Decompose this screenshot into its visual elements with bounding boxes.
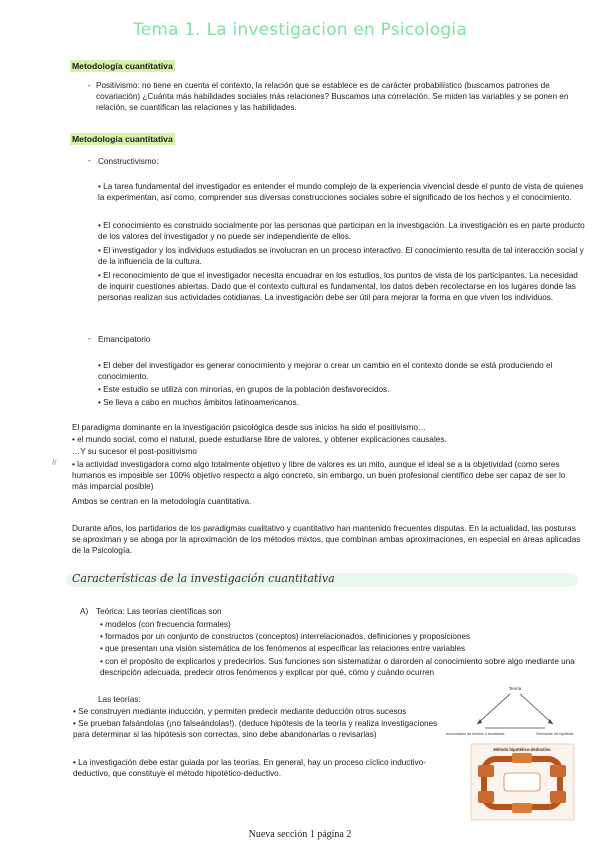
- dash-marker: -: [88, 334, 91, 343]
- positivismo-text: Positivismo: no tiene en cuenta el contexto, la relación que se establece es de carácter probabilístico (buscamos patrones de covariación) ¿Cuánta más habilidades sociales más relaciones? Buscamos una correlación. Se miden las variables y se ponen en relación, se cuantifican las relaciones y las habilidades.: [96, 81, 569, 113]
- teorias-point: • Se construyen mediante inducción, y permiten predecir mediante deducción otros sucesos: [73, 707, 407, 716]
- theory-point: • formados por un conjunto de constructos (conceptos) interrelacionados, definiciones y proposiciones: [100, 632, 471, 641]
- disputes-paragraph: Durante años, los partidarios de los paradigmas cualitativo y cuantitativo han mantenido frecuentes disputas. En la actualidad, las posturas se aproximan y se aboga por la aproximación de los métodos mixtos, que combinan ambas aproximaciones, en especial en áreas aplicadas de la Psicología.: [72, 524, 581, 556]
- item-a-marker: A): [80, 607, 89, 616]
- constructivismo-point: • La tarea fundamental del investigador es entender el mundo complejo de la experiencia vivencial desde el punto de vista de quienes la experimentan, así como, comprender sus diversas construcciones sociales sobre el significado de los hechos y el conocimiento.: [98, 182, 584, 203]
- teorias-point: • La investigación debe estar guiada por las teorías. En general, hay un proceso cíclico inductivo-deductivo, que constituye el método hipotético-deductivo.: [73, 758, 426, 779]
- paradigm-line: …Y su sucesor el post-positivismo: [72, 447, 197, 456]
- page-title: Tema 1. La investigacion en Psicologia: [133, 20, 467, 40]
- cycle-box: [512, 753, 532, 763]
- triangle-left-label: Acumulación de hechos o resultados: [445, 732, 505, 736]
- cycle-box: [550, 791, 566, 803]
- triangle-top-label: Teoría: [508, 686, 522, 691]
- triangle-right-label: Derivación de hipótesis: [536, 732, 574, 736]
- emancipatorio-label: Emancipatorio: [98, 335, 151, 344]
- section2-heading: Metodología cuantitativa: [72, 134, 173, 144]
- emancipatorio-point: • Se lleva a cabo en muchos ámbitos latinoamericanos.: [98, 398, 299, 407]
- theory-point: • que presentan una visión sistemática de los fenómenos al especificar las relaciones entre variables: [100, 644, 466, 653]
- teorias-point: • Se prueban falsándolas (¡no falseándolas!). (deduce hipótesis de la teoría y realiza investigaciones para determinar si las hipótesis son correctas, sino debe abandonarlas o revisarlas): [73, 719, 438, 740]
- teorias-label: Las teorías:: [98, 695, 141, 704]
- emancipatorio-point: • El deber del investigador es generar conocimiento y mejorar o crear un cambio en el contexto donde se está produciendo el conocimiento.: [98, 361, 553, 382]
- section3-heading: Características de la investigación cuantitativa: [72, 572, 335, 585]
- section1-heading: Metodología cuantitativa: [72, 61, 173, 71]
- margin-note: Ir: [52, 458, 57, 467]
- constructivismo-point: • El conocimiento es construido socialmente por las personas que participan en la investigación. La investigación es en parte producto de los valores del investigador y no puede ser independiente de ellos.: [98, 221, 585, 242]
- paradigm-line: El paradigma dominante en la investigación psicológica desde sus inicios ha sido el positivismo…: [72, 423, 427, 432]
- theory-point: • con el propósito de explicarlos y predecirlos. Sus funciones son sistematizar o darorden al conocimiento sobre algo mediante una descripción adecuada, predecir otros fenómenos y explicar por qué, cómo y cuándo ocurren: [100, 657, 575, 678]
- cycle-box: [512, 803, 532, 813]
- constructivismo-point: • El reconocimiento de que el investigador necesita encuadrar en los estudios, los puntos de vista de los participantes. La necesidad de inquirir cuestiones abiertas. Dado que el contexto cultural es fundamental, los datos deben recolectarse en los lugares donde las personas realizan sus actividades cotidianas. La investigación debe ser útil para mejorar la forma en que viven los individuos.: [98, 271, 578, 303]
- theory-triangle-diagram: [445, 682, 575, 742]
- paradigm-line: • la actividad investigadora como algo totalmente objetivo y libre de valores es un mito, aunque el ideal se a la objetividad (como seres humanos es imposible ser 100% objetivo respecto a algo concreto, sin embargo, un buen profesional científico debe ser capaz de ser lo más imparcial posible): [72, 460, 566, 492]
- constructivismo-point: • El investigador y los individuos estudiados se involucran en un proceso interactivo. El conocimiento resulta de tal interacción social y de la influencia de la cultura.: [98, 246, 584, 267]
- cycle-title: Método hipotético-deductivo: [493, 747, 551, 752]
- page-footer: Nueva sección 1 página 2: [248, 829, 352, 840]
- cycle-box: [478, 791, 494, 803]
- emancipatorio-point: • Este estudio se utiliza con minorías, en grupos de la población desfavorecidos.: [98, 385, 390, 394]
- dash-marker: -: [88, 81, 91, 90]
- paradigm-line: Ambos se centran en la metodología cuantitativa.: [72, 497, 252, 506]
- cycle-box: [550, 765, 566, 777]
- cycle-center: [504, 773, 540, 791]
- theory-point: • modelos (con frecuencia formales): [100, 620, 231, 629]
- item-a-text: Teórica: Las teorías científicas son: [96, 607, 222, 616]
- paradigm-line: • el mundo social, como el natural, puede estudiarse libre de valores, y obtener explicaciones causales.: [72, 435, 447, 444]
- dash-marker: -: [88, 156, 91, 165]
- hypothetico-deductive-cycle: [470, 743, 575, 821]
- constructivismo-label: Constructivismo:: [98, 157, 159, 166]
- cycle-box: [478, 765, 494, 777]
